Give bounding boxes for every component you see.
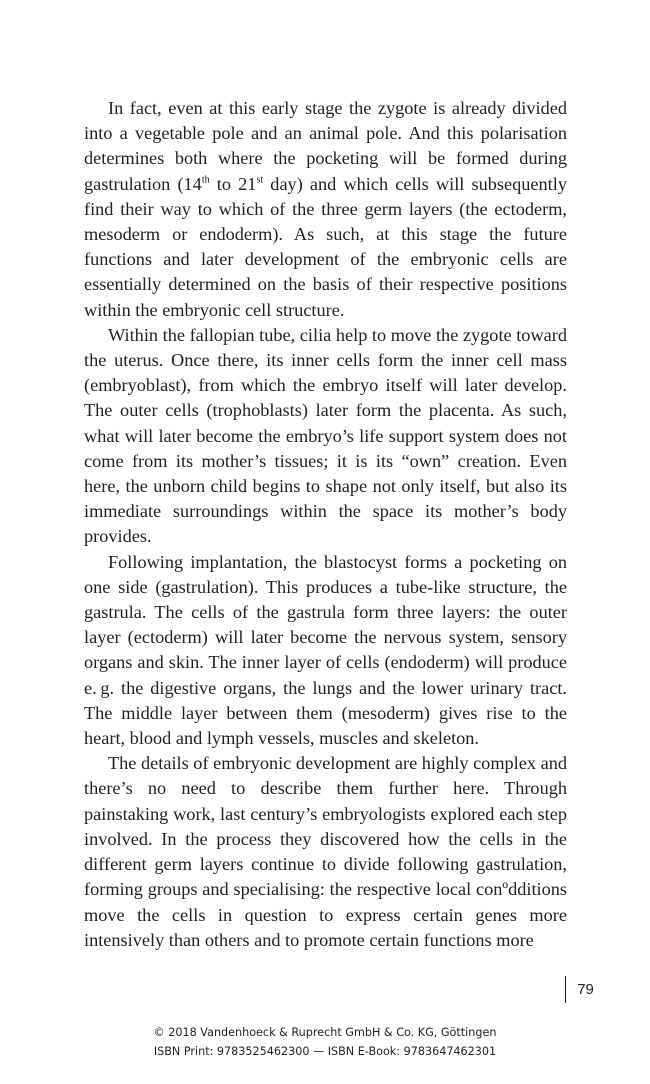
page-number: 79 [577,981,594,998]
paragraph-1-text: to 21 [209,173,257,194]
publisher-footer [0,1024,650,1061]
body-text [84,96,567,953]
isbn-line: ISBN Print: 9783525462300 — ISBN E-Book: 9783647462301 [153,1044,497,1058]
paragraph-1 [84,96,567,323]
paragraph-3: Following implantation, the blastocyst forms a pocketing on one side (gastrulation). This produces a tube-like structure, the gastrula. The cells of the gastrula form three layers: the outer layer (ectoderm) will later become the nervous system, sensory organs and skin. The inner layer of cells (endoderm) will produce e. g. the digestive organs, the lungs and the lower urinary tract. The middle layer between them (mesoderm) gives rise to the heart, blood and lymph vessels, muscles and skeleton. [84,551,567,749]
ordinal-suffix: th [201,174,210,186]
page-folio [565,976,594,1003]
copyright-line: © 2018 Vandenhoeck & Ruprecht GmbH & Co. KG, Göttingen [153,1026,497,1039]
paragraph-1-text: day) and which cells will subsequently find their way to which of the three germ layers (the ectoderm, mesoderm or endoderm). As such, at this stage the future functions and later development of the embryonic cells are essentially determined on the basis of their respective positions within the embryonic cell structure. [84,173,567,320]
ordinal-suffix: st [256,174,264,186]
folio-divider [565,976,566,1003]
paragraph-2: Within the fallopian tube, cilia help to move the zygote toward the uterus. Once there, its inner cells form the inner cell mass (embryoblast), from which the embryo itself will later develop. The outer cells (trophoblasts) later form the placenta. As such, what will later become the embryo’s life support system does not come from its mother’s tissues; it is its “own” creation. Even here, the unborn child begins to shape not only itself, but also its immediate surroundings within the space its mother’s body provides. [84,324,567,547]
paragraph-1-text: In fact, even at this early stage the zygote is already divided into a vegetable pole and an animal pole. And this polarisation determines both where the pocketing will be formed during gastrulation (14 [84,98,567,194]
paragraph-4: The details of embryonic development are highly complex and there’s no need to describe them further here. Through painstaking work, last century’s embryologists explored each step involved. In the process they discovered how the cells in the different germ layers continue to divide following gastrulation, forming groups and specialising: the respective local conºdditions move the cells in question to express certain genes more intensively than others and to promote certain functions more [84,753,567,950]
